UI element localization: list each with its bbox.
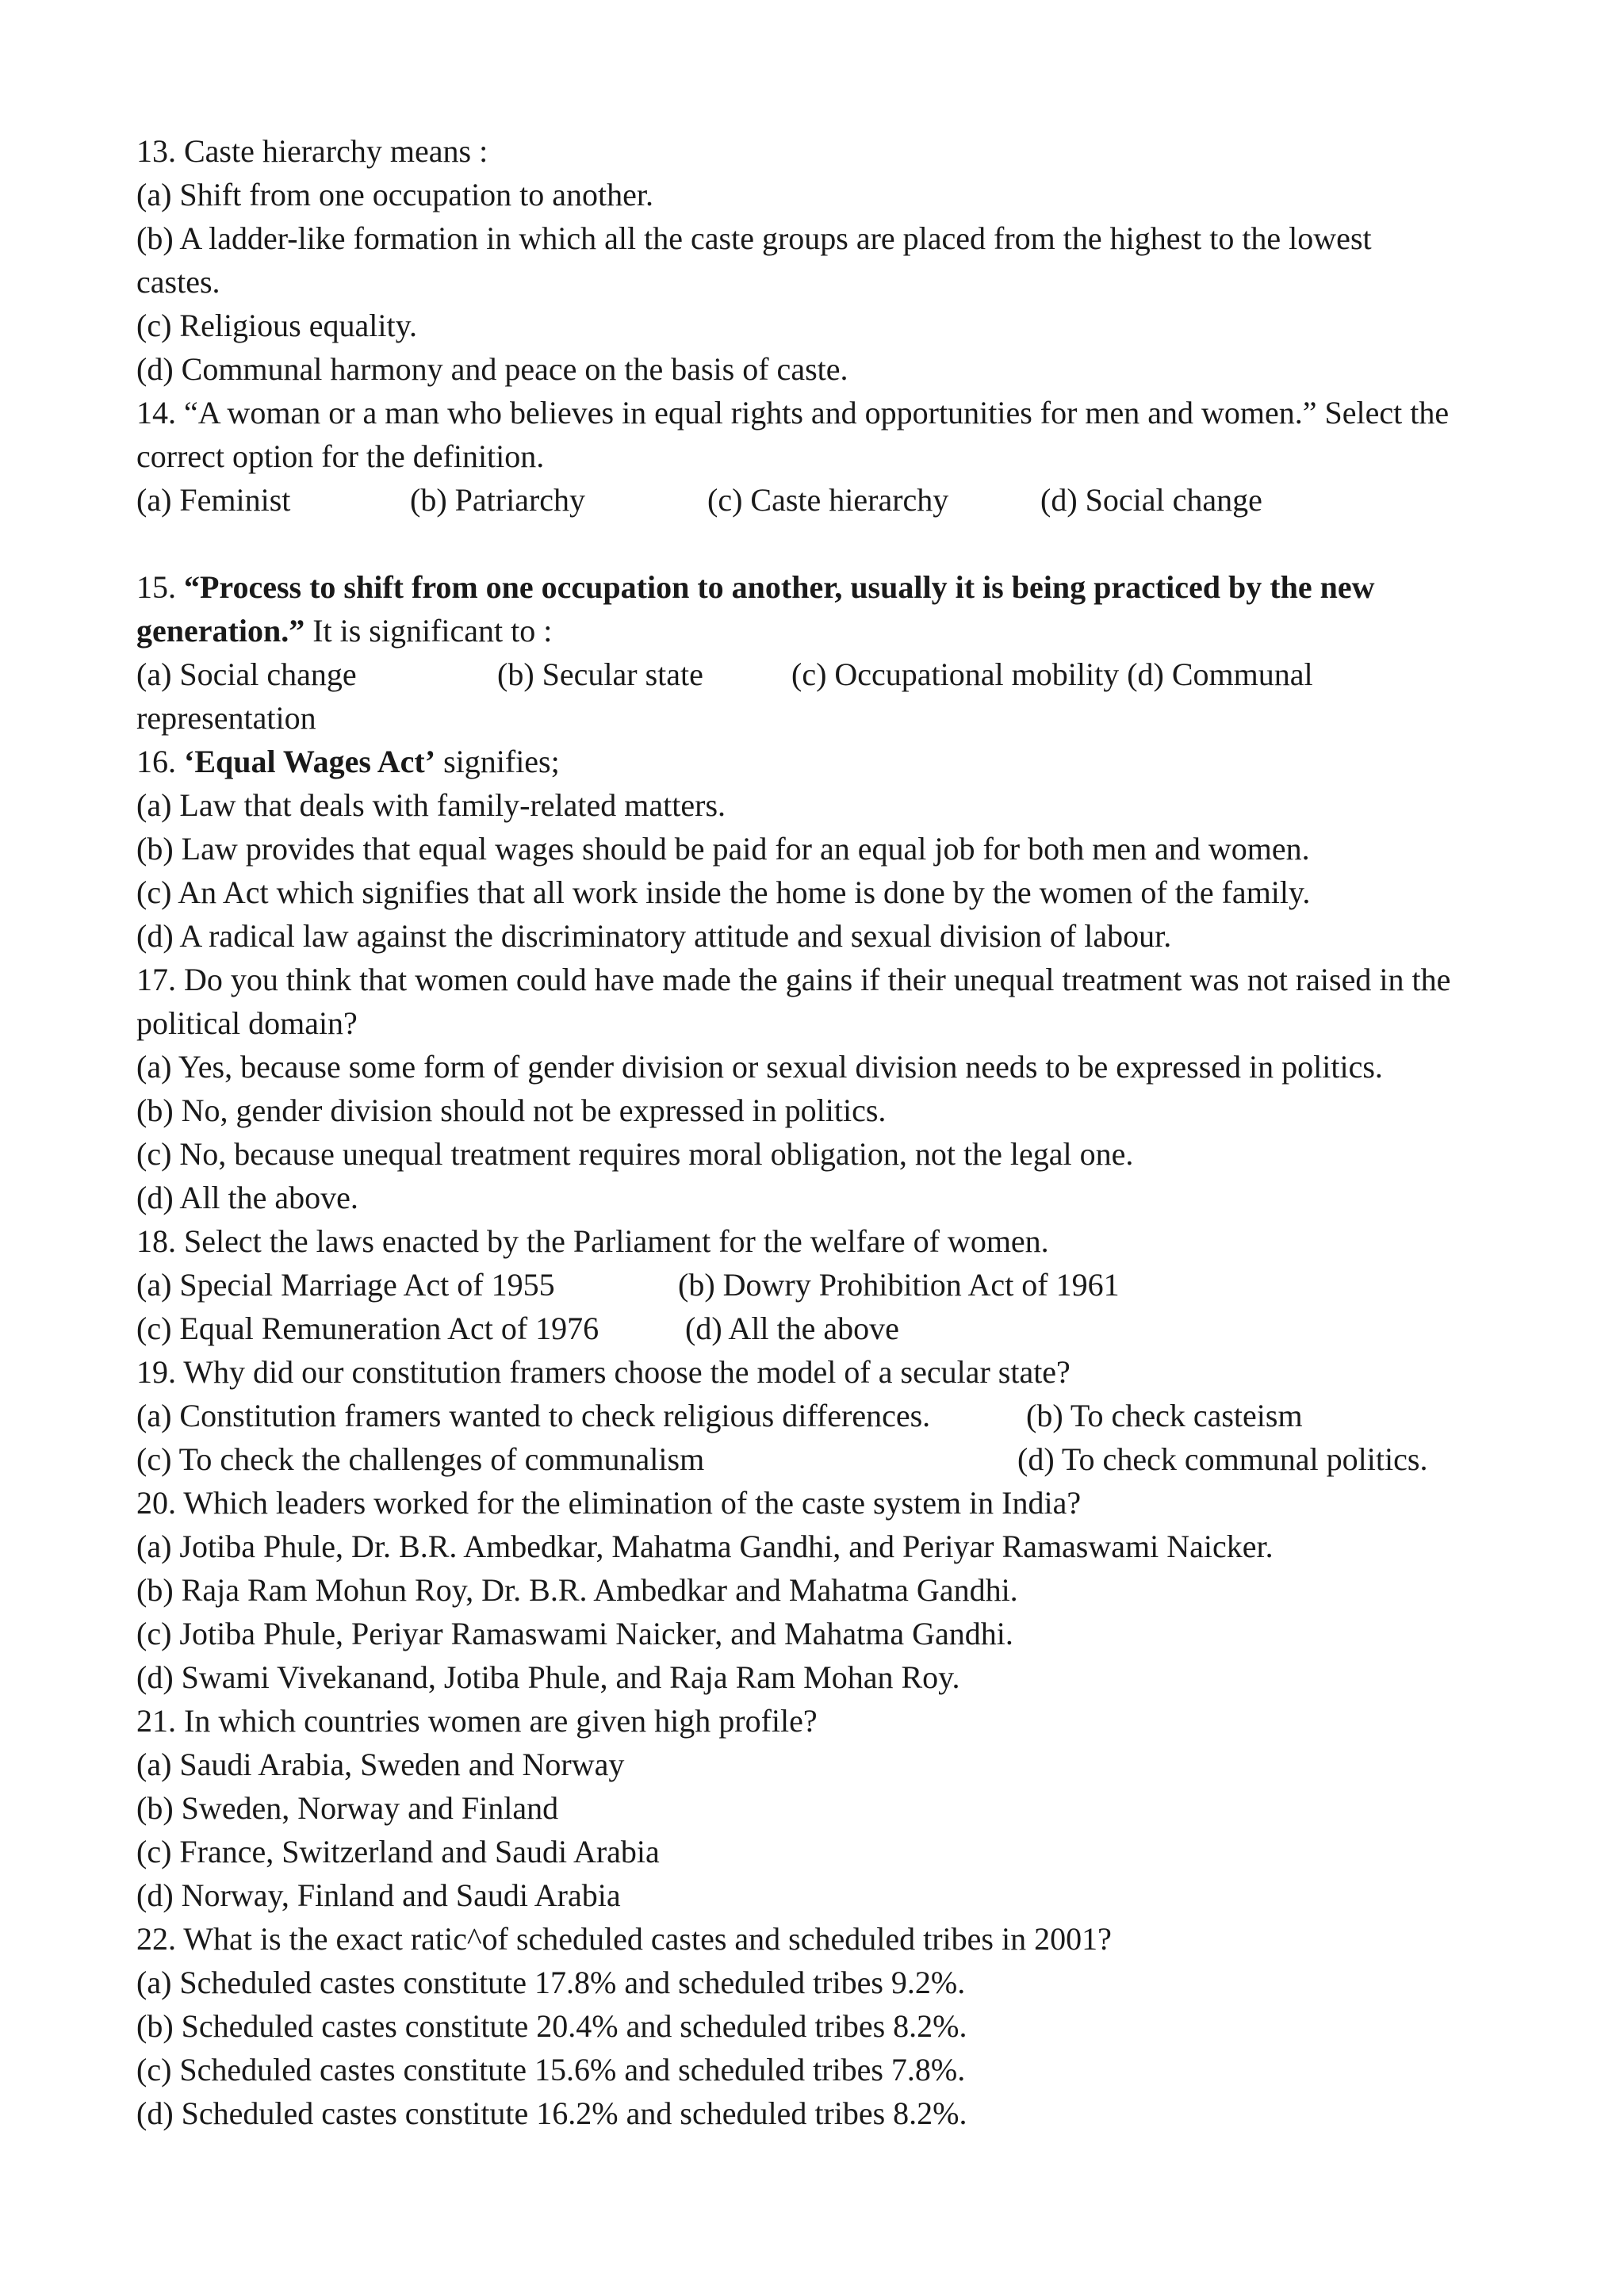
question-20 (136, 1481, 1516, 1699)
question-17 (136, 958, 1516, 1219)
question-18-text: 18. Select the laws enacted by the Parliament for the welfare of women. (136, 1223, 1049, 1259)
options-row (136, 1263, 1516, 1307)
question-15 (136, 565, 1516, 740)
question-13-text: 13. Caste hierarchy means : (136, 133, 488, 169)
option-a: (a) Saudi Arabia, Sweden and Norway (136, 1747, 625, 1782)
options-row (136, 652, 1516, 696)
question-14-text: 14. “A woman or a man who believes in equal rights and opportunities for men and women.” Select the (136, 395, 1450, 430)
spacer (136, 522, 1516, 565)
options-row (136, 1437, 1516, 1481)
options-row (136, 1307, 1516, 1350)
question-20-text: 20. Which leaders worked for the elimination of the caste system in India? (136, 1485, 1082, 1521)
option-d: (d) Social change (1040, 482, 1262, 518)
question-19-text: 19. Why did our constitution framers choose the model of a secular state? (136, 1354, 1071, 1390)
question-number: 16. (136, 744, 184, 779)
option-b: (b) A ladder-like formation in which all the caste groups are placed from the highest to the lowest (136, 220, 1372, 256)
option-a: (a) Yes, because some form of gender division or sexual division needs to be expressed in politics. (136, 1049, 1383, 1085)
question-21-text: 21. In which countries women are given high profile? (136, 1703, 818, 1739)
option-d: (d) Norway, Finland and Saudi Arabia (136, 1877, 621, 1913)
option-d: (d) Scheduled castes constitute 16.2% and scheduled tribes 8.2%. (136, 2095, 967, 2131)
option-b: (b) To check casteism (1026, 1398, 1303, 1433)
question-22 (136, 1917, 1516, 2135)
option-c: (c) An Act which signifies that all work inside the home is done by the women of the family. (136, 874, 1311, 910)
question-16 (136, 740, 1516, 958)
question-18 (136, 1219, 1516, 1350)
option-c-d: (c) Occupational mobility (d) Communal (791, 656, 1313, 692)
option-b: (b) Law provides that equal wages should be paid for an equal job for both men and women. (136, 831, 1310, 867)
question-tail: It is significant to : (304, 613, 553, 649)
option-d: (d) All the above. (136, 1180, 358, 1215)
question-16-text (136, 740, 1516, 783)
options-row (136, 1394, 1516, 1437)
option-c: (c) No, because unequal treatment requires moral obligation, not the legal one. (136, 1136, 1134, 1172)
option-c: (c) Scheduled castes constitute 15.6% and scheduled tribes 7.8%. (136, 2052, 966, 2087)
option-a: (a) Constitution framers wanted to check religious differences. (136, 1398, 931, 1433)
option-a: (a) Special Marriage Act of 1955 (136, 1267, 555, 1303)
option-b: (b) Sweden, Norway and Finland (136, 1790, 559, 1826)
question-15-text-continued (136, 609, 1516, 652)
bold-quote: “Process to shift from one occupation to another, usually it is being practiced by the new (184, 569, 1375, 605)
question-number: 15. (136, 569, 184, 605)
option-d: (d) All the above (685, 1311, 899, 1346)
option-c: (c) Jotiba Phule, Periyar Ramaswami Naicker, and Mahatma Gandhi. (136, 1616, 1013, 1651)
question-sheet (136, 129, 1516, 2135)
option-c: (c) To check the challenges of communalism (136, 1441, 705, 1477)
option-b: (b) Raja Ram Mohun Roy, Dr. B.R. Ambedkar and Mahatma Gandhi. (136, 1572, 1018, 1608)
option-d: (d) Communal harmony and peace on the basis of caste. (136, 351, 848, 387)
option-a: (a) Shift from one occupation to another. (136, 177, 654, 212)
question-14-text-continued: correct option for the definition. (136, 438, 545, 474)
option-a: (a) Law that deals with family-related matters. (136, 787, 726, 823)
question-22-text: 22. What is the exact ratic^of scheduled castes and scheduled tribes in 2001? (136, 1921, 1112, 1957)
option-b: (b) Scheduled castes constitute 20.4% and scheduled tribes 8.2%. (136, 2008, 967, 2044)
question-21 (136, 1699, 1516, 1917)
option-a: (a) Feminist (136, 482, 291, 518)
option-c: (c) France, Switzerland and Saudi Arabia (136, 1834, 660, 1869)
question-tail: signifies; (435, 744, 560, 779)
option-b: (b) No, gender division should not be expressed in politics. (136, 1093, 887, 1128)
question-15-text (136, 565, 1516, 609)
option-d: (d) A radical law against the discriminatory attitude and sexual division of labour. (136, 918, 1172, 954)
question-17-text-continued: political domain? (136, 1005, 358, 1041)
question-13 (136, 129, 1516, 391)
option-b: (b) Secular state (497, 656, 703, 692)
option-a: (a) Jotiba Phule, Dr. B.R. Ambedkar, Mahatma Gandhi, and Periyar Ramaswami Naicker. (136, 1529, 1274, 1564)
option-c: (c) Equal Remuneration Act of 1976 (136, 1311, 599, 1346)
option-b: (b) Dowry Prohibition Act of 1961 (678, 1267, 1120, 1303)
option-b-continued: castes. (136, 264, 220, 300)
question-14 (136, 391, 1516, 522)
option-b: (b) Patriarchy (410, 482, 586, 518)
option-d: (d) To check communal politics. (1017, 1441, 1428, 1477)
option-d: (d) Swami Vivekanand, Jotiba Phule, and Raja Ram Mohan Roy. (136, 1659, 960, 1695)
question-19 (136, 1350, 1516, 1481)
option-d-continued: representation (136, 700, 316, 736)
question-17-text: 17. Do you think that women could have made the gains if their unequal treatment was not raised in the (136, 962, 1451, 997)
option-a: (a) Social change (136, 656, 357, 692)
options-row (136, 478, 1516, 522)
bold-quote-end: generation.” (136, 613, 305, 649)
option-a: (a) Scheduled castes constitute 17.8% and scheduled tribes 9.2%. (136, 1965, 966, 2000)
option-c: (c) Religious equality. (136, 308, 417, 343)
bold-act-name: ‘Equal Wages Act’ (184, 744, 436, 779)
option-c: (c) Caste hierarchy (707, 482, 949, 518)
